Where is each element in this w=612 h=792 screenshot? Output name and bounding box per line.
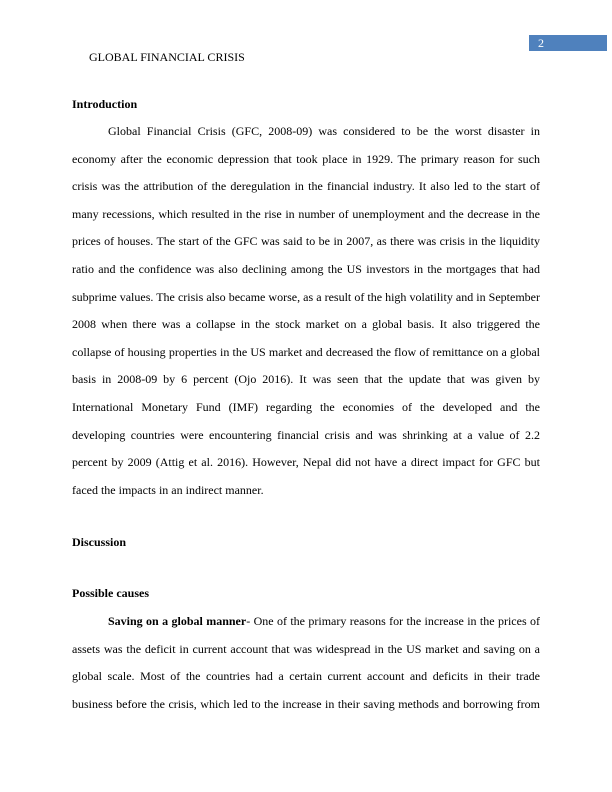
- running-head: GLOBAL FINANCIAL CRISIS: [89, 50, 245, 64]
- page-number: 2: [529, 35, 607, 51]
- paragraph-line: assets was the deficit in current account that was widespread in the US market and saving on a: [72, 641, 540, 656]
- paragraph-line: business before the crisis, which led to the increase in their saving methods and borrowing from: [72, 696, 540, 711]
- paragraph-line: Global Financial Crisis (GFC, 2008-09) was considered to be the worst disaster in: [108, 124, 540, 138]
- subheading-saving-global: Saving on a global manner: [108, 614, 247, 628]
- paragraph-text: - One of the primary reasons for the increase in the prices of: [246, 614, 540, 628]
- paragraph-line: developing countries were encountering financial crisis and was shrinking at a value of 2.2: [72, 427, 540, 442]
- paragraph-line: collapse of housing properties in the US market and decreased the flow of remittance on a global: [72, 344, 540, 359]
- paragraph-line: [72, 613, 540, 641]
- paragraph-line: economy after the economic depression that took place in 1929. The primary reason for such: [72, 151, 540, 166]
- possible-causes-heading: Possible causes: [72, 586, 150, 600]
- paragraph-line: faced the impacts in an indirect manner.: [72, 482, 264, 497]
- paragraph-line: percent by 2009 (Attig et al. 2016). However, Nepal did not have a direct impact for GFC but: [72, 455, 540, 470]
- paragraph-line: subprime values. The crisis also became worse, as a result of the high volatility and in September: [72, 289, 540, 304]
- paragraph-line: many recessions, which resulted in the rise in number of unemployment and the decrease in the: [72, 206, 540, 221]
- paragraph-line: ratio and the confidence was also declining among the US investors in the mortgages that had: [72, 261, 540, 276]
- paragraph-line: crisis was the attribution of the deregulation in the financial industry. It also led to the start of: [72, 179, 540, 194]
- paragraph-line: International Monetary Fund (IMF) regarding the economies of the developed and the: [72, 399, 540, 414]
- paragraph-line: basis in 2008-09 by 6 percent (Ojo 2016). It was seen that the update that was given by: [72, 372, 540, 387]
- introduction-paragraph: [72, 123, 540, 509]
- paragraph-line: prices of houses. The start of the GFC was said to be in 2007, as there was crisis in the liquidity: [72, 234, 540, 249]
- paragraph-line: 2008 when there was a collapse in the stock market on a global basis. It also triggered the: [72, 317, 540, 332]
- possible-causes-paragraph: [72, 613, 540, 723]
- discussion-heading: Discussion: [72, 535, 127, 549]
- introduction-heading: Introduction: [72, 97, 138, 111]
- paragraph-line: global scale. Most of the countries had a certain current account and deficits in their trade: [72, 669, 540, 684]
